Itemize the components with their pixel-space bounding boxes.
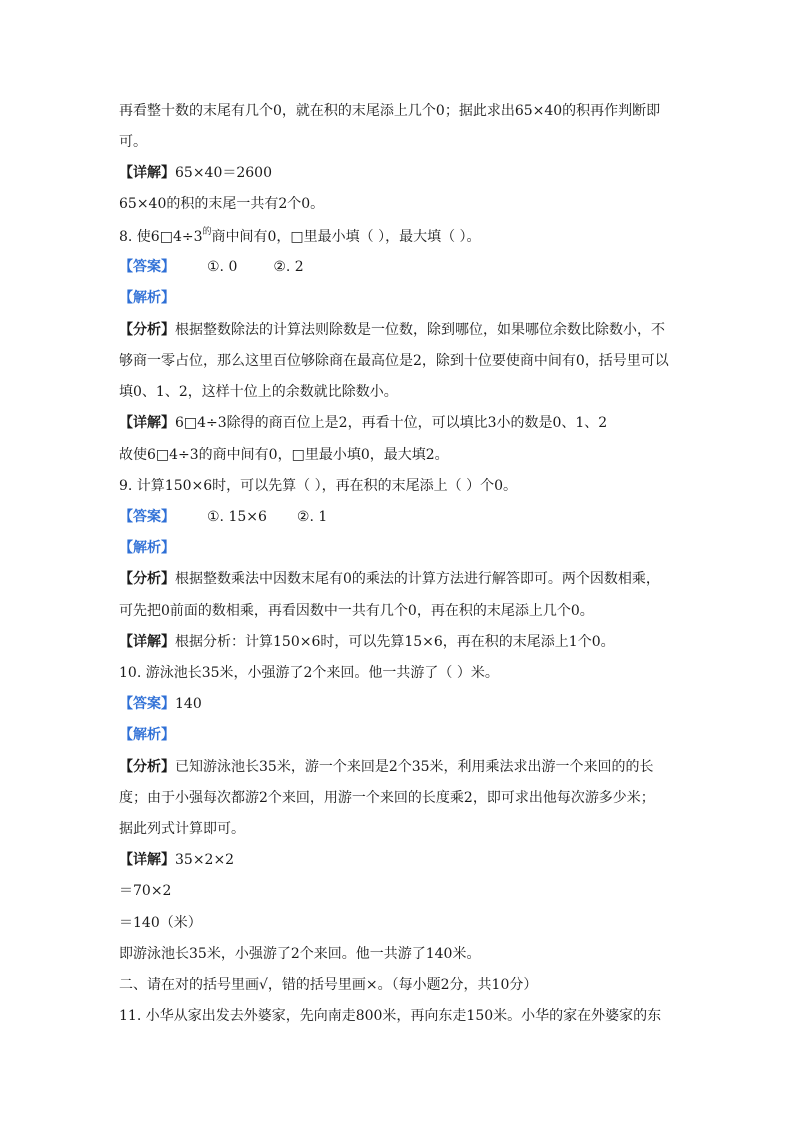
text-line: 即游泳池长35米，小强游了2个来回。他一共游了140米。 (119, 946, 481, 962)
detail-tag: 【详解】 (119, 165, 175, 181)
answer-item: ②. 2 (273, 259, 304, 275)
question-10: 10. 游泳池长35米，小强游了2个来回。他一共游了（ ）米。 (119, 665, 499, 681)
detail-9 (119, 632, 684, 652)
text-line: 够商一零占位，那么这里百位够除商在最高位是2，除到十位要使商中间有0，括号里可以 (119, 353, 669, 369)
detail-text: 6□4÷3除得的商百位上是2，再看十位，可以填比3小的数是0、1、2 (175, 415, 608, 431)
fenxi-text: 根据整数除法的计算法则除数是一位数，除到哪位，如果哪位余数比除数小，不 (175, 322, 665, 338)
answer-item: 140 (175, 696, 202, 712)
fenxi-text: 已知游泳池长35米，游一个来回是2个35米，利用乘法求出游一个来回的的长 (175, 759, 654, 775)
text-line: 可。 (119, 134, 147, 150)
analysis-10 (119, 757, 684, 777)
answer-item: ①. 15×6 (207, 509, 267, 525)
fenxi-text: 根据整数乘法中因数末尾有0的乘法的计算方法进行解答即可。两个因数相乘， (175, 571, 660, 587)
question-8-part-b: 商中间有0，□里最小填（ ），最大填（ ）。 (211, 229, 481, 245)
detail-text: 根据分析：计算150×6时，可以先算15×6，再在积的末尾添上1个0。 (175, 634, 615, 650)
text-line: 再看整十数的末尾有几个0，就在积的末尾添上几个0；据此求出65×40的积再作判断即 (119, 103, 661, 119)
text-line: ＝140（米） (119, 915, 202, 931)
detail-tag: 【详解】 (119, 634, 175, 650)
detail-8 (119, 413, 684, 433)
fenxi-tag: 【分析】 (119, 571, 175, 587)
answer-8 (119, 257, 684, 277)
detail-tag: 【详解】 (119, 852, 175, 868)
analysis-tag: 【解析】 (119, 727, 175, 743)
detail-text: 65×40＝2600 (175, 165, 272, 181)
answer-item: ①. 0 (207, 259, 238, 275)
text-line: 填0、1、2，这样十位上的余数就比除数小。 (119, 384, 398, 400)
text-line: 度；由于小强每次都游2个来回，用游一个来回的长度乘2，即可求出他每次游多少米； (119, 790, 655, 806)
text-line: 据此列式计算即可。 (119, 821, 245, 837)
answer-item: ②. 1 (296, 509, 328, 525)
fenxi-tag: 【分析】 (119, 759, 175, 775)
question-8-part-a: 8. 使6□4÷3 (119, 229, 203, 245)
text-line (119, 163, 684, 183)
answer-tag: 【答案】 (119, 509, 175, 525)
analysis-8 (119, 320, 684, 340)
text-line: 故使6□4÷3的商中间有0，□里最小填0，最大填2。 (119, 447, 449, 463)
detail-tag: 【详解】 (119, 415, 175, 431)
answer-9 (119, 507, 684, 527)
detail-text: 35×2×2 (175, 852, 235, 868)
answer-10 (119, 694, 684, 714)
question-11: 11. 小华从家出发去外婆家，先向南走800米，再向东走150米。小华的家在外婆家的东 (119, 1008, 662, 1024)
answer-tag: 【答案】 (119, 696, 175, 712)
question-8 (119, 227, 684, 247)
analysis-tag: 【解析】 (119, 290, 175, 306)
detail-10 (119, 850, 684, 870)
question-9: 9. 计算150×6时，可以先算（ ），再在积的末尾添上（ ）个0。 (119, 478, 517, 494)
text-line: 可先把0前面的数相乘，再看因数中一共有几个0，再在积的末尾添上几个0。 (119, 603, 594, 619)
question-8-sup: 的 (202, 227, 212, 237)
fenxi-tag: 【分析】 (119, 322, 175, 338)
section-heading: 二、请在对的括号里画√，错的括号里画×。（每小题2分，共10分） (119, 977, 538, 993)
text-line: 65×40的积的末尾一共有2个0。 (119, 196, 325, 212)
analysis-tag: 【解析】 (119, 540, 175, 556)
text-line: ＝70×2 (119, 883, 172, 899)
analysis-9 (119, 569, 684, 589)
answer-tag: 【答案】 (119, 259, 175, 275)
